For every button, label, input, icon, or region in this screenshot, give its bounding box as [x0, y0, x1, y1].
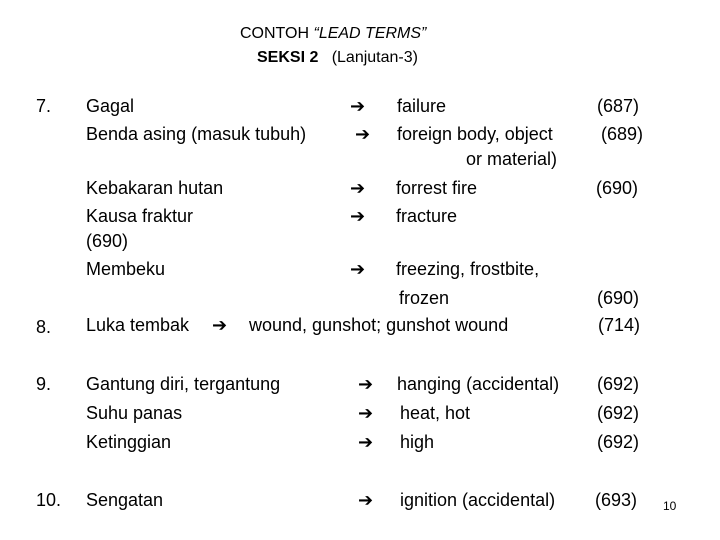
translation-kausa-fraktur: fracture: [396, 206, 458, 226]
slide-page-number: 10: [663, 499, 677, 513]
slide-title: [240, 26, 426, 42]
section-label: SEKSI 2: [257, 49, 319, 66]
term-gantung-diri: Gantung diri, tergantung: [86, 374, 281, 394]
page-ref-suhu-panas: (692): [597, 403, 640, 423]
term-membeku: Membeku: [86, 259, 166, 279]
page-ref-gagal: (687): [597, 96, 640, 116]
slide-subtitle: [257, 50, 418, 66]
page-ref-ketinggian: (692): [597, 432, 640, 452]
item-number-7: 7.: [36, 96, 52, 116]
translation-benda-asing-cont: or material): [466, 149, 558, 169]
page-ref-sengatan: (693): [595, 490, 638, 510]
term-gagal: Gagal: [86, 96, 135, 116]
arrow-icon: ➔: [350, 178, 366, 198]
page-ref-benda-asing: (689): [601, 124, 644, 144]
term-kebakaran-hutan: Kebakaran hutan: [86, 178, 224, 198]
page-ref-kebakaran-hutan: (690): [596, 178, 639, 198]
item-number-8: 8.: [36, 317, 52, 337]
arrow-icon: ➔: [358, 374, 374, 394]
term-luka-tembak: Luka tembak: [86, 315, 190, 335]
page-ref-luka-tembak: (714): [598, 315, 641, 335]
translation-ketinggian: high: [400, 432, 435, 452]
term-kausa-fraktur: Kausa fraktur: [86, 206, 194, 226]
term-benda-asing: Benda asing (masuk tubuh): [86, 124, 307, 144]
translation-suhu-panas: heat, hot: [400, 403, 471, 423]
term-ketinggian: Ketinggian: [86, 432, 172, 452]
arrow-icon: ➔: [350, 259, 366, 279]
translation-sengatan: ignition (accidental): [400, 490, 556, 510]
arrow-icon: ➔: [350, 206, 366, 226]
translation-membeku: freezing, frostbite,: [396, 259, 540, 279]
term-suhu-panas: Suhu panas: [86, 403, 183, 423]
arrow-icon: ➔: [350, 96, 366, 116]
translation-gagal: failure: [397, 96, 447, 116]
translation-luka-tembak: wound, gunshot; gunshot wound: [249, 315, 509, 335]
page-ref-membeku: (690): [597, 288, 640, 308]
arrow-icon: ➔: [355, 124, 371, 144]
continuation-label: (Lanjutan-3): [331, 49, 418, 66]
arrow-icon: ➔: [212, 315, 228, 335]
term-sengatan: Sengatan: [86, 490, 164, 510]
arrow-icon: ➔: [358, 432, 374, 452]
item-number-9: 9.: [36, 374, 52, 394]
item-number-10: 10.: [36, 490, 62, 510]
arrow-icon: ➔: [358, 490, 374, 510]
translation-gantung-diri: hanging (accidental): [397, 374, 560, 394]
arrow-icon: ➔: [358, 403, 374, 423]
translation-kebakaran-hutan: forrest fire: [396, 178, 478, 198]
title-prefix: CONTOH: [240, 25, 314, 42]
translation-membeku-cont: frozen: [399, 288, 450, 308]
page-ref-kausa-fraktur: (690): [86, 231, 129, 251]
title-italic: “LEAD TERMS”: [313, 25, 427, 42]
page-ref-gantung-diri: (692): [597, 374, 640, 394]
translation-benda-asing: foreign body, object: [397, 124, 553, 144]
